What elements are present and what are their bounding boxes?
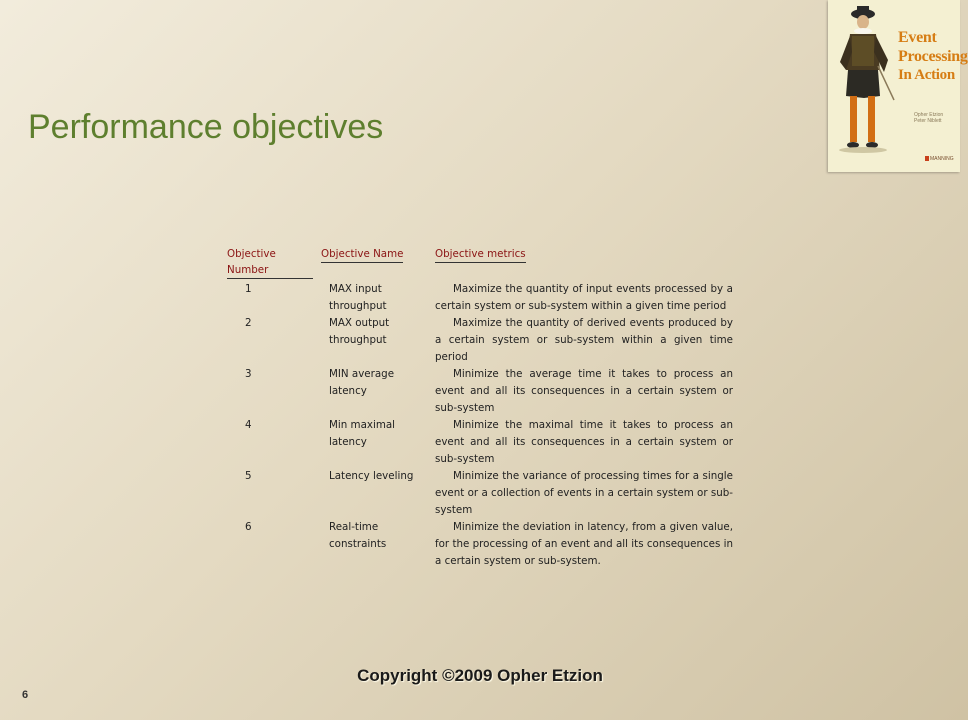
cell-metric: Maximize the quantity of input events processed by a certain system or sub-system within a given time period [435, 283, 733, 312]
header-objective-name: Objective Name [313, 246, 433, 281]
book-title [898, 28, 968, 85]
cell-name: MIN average latency [329, 368, 395, 397]
book-cover-image [828, 0, 968, 172]
cell-number: 5 [245, 470, 252, 482]
cell-number: 4 [245, 419, 252, 431]
cell-name: MAX output throughput [329, 317, 390, 346]
book-publisher: MANNING [930, 156, 954, 162]
cell-number: 2 [245, 317, 252, 329]
cell-number: 6 [245, 521, 252, 533]
publisher-logo-icon [925, 156, 929, 161]
cell-name: MAX input throughput [329, 283, 387, 312]
header-objective-number: Objective Number [225, 246, 313, 281]
cell-metric: Minimize the average time it takes to process an event and all its consequences in a certain system or sub-system [435, 368, 733, 414]
cell-metric: Maximize the quantity of derived events produced by a certain system or sub-system within a given time period [435, 317, 733, 363]
table-row [225, 468, 735, 519]
table-header-row [225, 246, 735, 281]
slide-title: Performance objectives [28, 108, 384, 146]
objectives-table [225, 246, 735, 570]
figure-illustration [828, 0, 968, 172]
cell-metric: Minimize the deviation in latency, from a given value, for the processing of an event and all its consequences in a certain system or sub-system. [435, 521, 733, 567]
cell-name: Latency leveling [329, 470, 414, 482]
cell-number: 1 [245, 283, 252, 295]
cell-metric: Minimize the maximal time it takes to process an event and all its consequences in a certain system or sub-system [435, 419, 733, 465]
copyright-footer: Copyright ©2009 Opher Etzion [357, 666, 603, 685]
book-title-line3: In Action [898, 67, 955, 83]
header-objective-metrics: Objective metrics [433, 246, 735, 281]
cell-name: Min maximal latency [329, 419, 396, 448]
book-title-line2: Processing [898, 48, 968, 65]
book-title-line1: Event [898, 29, 937, 46]
table-row [225, 519, 735, 570]
table-row [225, 417, 735, 468]
cell-name: Real-time constraints [329, 521, 387, 550]
table-row [225, 315, 735, 366]
book-authors: Opher Etzion Peter Niblett [914, 112, 944, 124]
table-row [225, 366, 735, 417]
cell-metric: Minimize the variance of processing times for a single event or a collection of events in a certain system or sub-system [435, 470, 733, 516]
page-number: 6 [22, 689, 29, 701]
cell-number: 3 [245, 368, 252, 380]
table-row [225, 281, 735, 315]
